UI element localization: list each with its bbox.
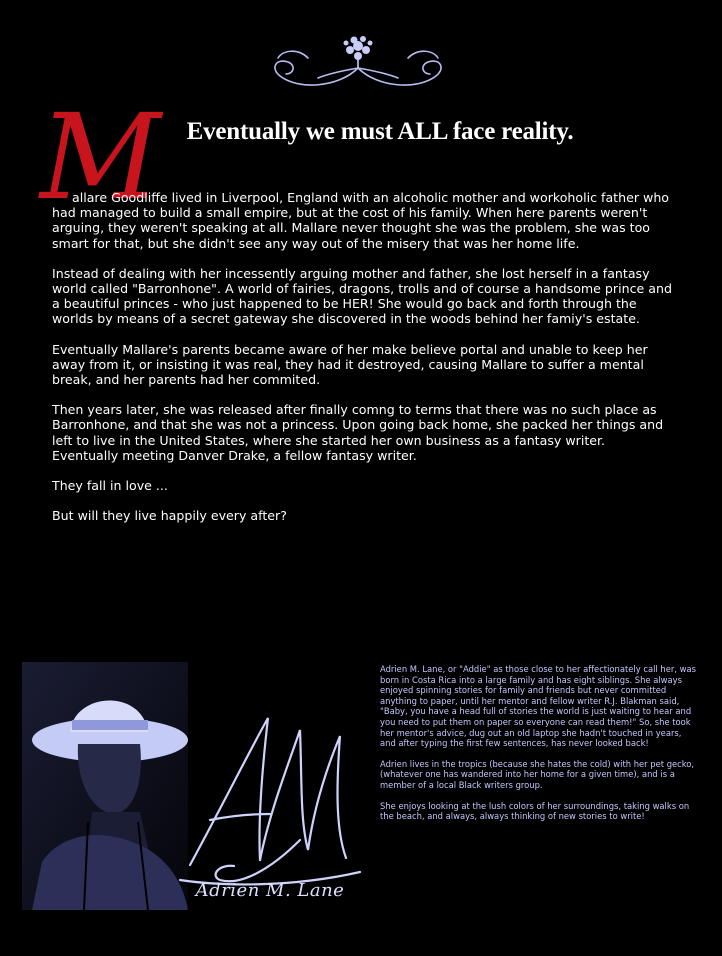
story-paragraph: But will they live happily every after? xyxy=(52,508,287,524)
decorative-flourish-icon xyxy=(258,28,458,98)
drop-cap-letter: M xyxy=(40,88,161,226)
author-bio xyxy=(380,664,698,832)
story-body xyxy=(52,190,674,538)
bio-paragraph: She enjoys looking at the lush colors of her surroundings, taking walks on the beach, and always, always thinking of new stories to write! xyxy=(380,800,690,822)
page-headline: Eventually we must ALL face reality. xyxy=(186,118,574,145)
bio-paragraph: Adrien M. Lane, or "Addie" as those close to her affectionately call her, was born in Costa Rica into a large family and has eight siblings. She always enjoyed spinning stories for family and friends but never committed anything to paper, until her mentor and fellow writer R.J. Blakman said, "Baby, you have a head full of stories the world is just waiting to hear and you need to put them on paper so everyone can read them!" So, she took her mentor's advice, dug out an old laptop she hadn't touched in years, and after typing the first few sentences, has never looked back! xyxy=(380,664,696,749)
story-paragraph: allare Goodliffe lived in Liverpool, England with an alcoholic mother and workoholic father who had managed to build a small empire, but at the cost of his family. When here parents weren't arguing, they weren't speaking at all. Mallare never thought she was the problem, she was too smart for that, but she didn't see any way out of the misery that was her home life. xyxy=(52,190,670,251)
author-monogram-icon xyxy=(150,690,380,910)
story-paragraph: Instead of dealing with her incessently arguing mother and father, she lost herself in a fantasy world called "Barronhone". A world of fairies, dragons, trolls and of course a handsome prince and a beautiful princes - who just happened to be HER! She would go back and forth through the worlds by means of a secret gateway she discovered in the woods behind her famiy's estate. xyxy=(52,265,672,327)
story-paragraph: Then years later, she was released after finally comng to terms that there was no such place as Barronhone, and that she was not a princess. Upon going back home, she packed her things and left to live in the United States, where she started her own business as a fantasy writer. Eventually meeting Danver Drake, a fellow fantasy writer. xyxy=(52,402,664,463)
story-paragraph: Eventually Mallare's parents became aware of her make believe portal and unable to keep her away from it, or insisting it was real, they had it destroyed, causing Mallare to suffer a mental break, and her parents had her commited. xyxy=(52,341,648,388)
story-paragraph: They fall in love ... xyxy=(52,478,168,494)
bio-paragraph: Adrien lives in the tropics (because she hates the cold) with her pet gecko, (whatever one has wandered into her home for a given time), and is a member of a local Black writers group. xyxy=(380,758,695,790)
author-signature-name: Adrien M. Lane xyxy=(195,880,345,901)
